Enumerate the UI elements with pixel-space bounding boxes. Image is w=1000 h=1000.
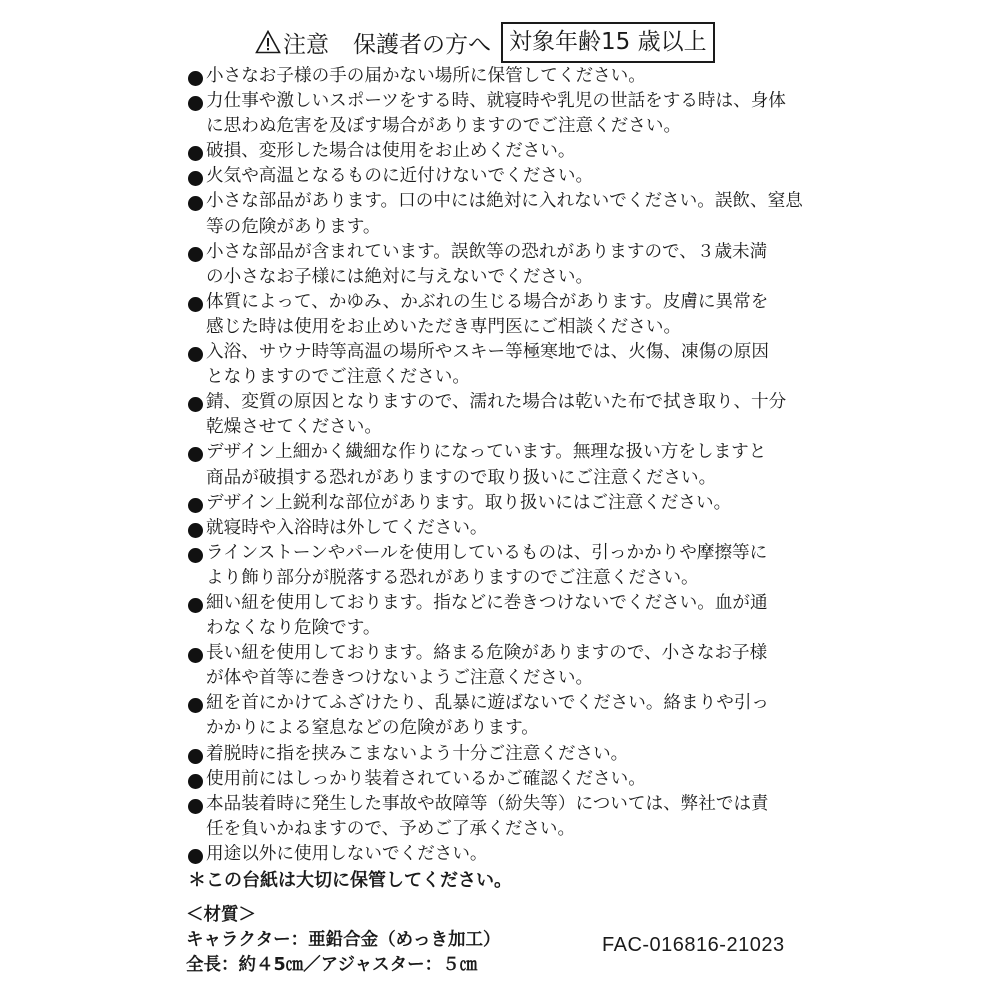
bullet-icon bbox=[188, 297, 203, 312]
caution-item-line: 等の危険があります。 bbox=[206, 216, 381, 237]
caution-header bbox=[255, 20, 715, 64]
caution-item-line: の小さなお子様には絶対に与えないでください。 bbox=[206, 266, 594, 287]
age-target-badge: 対象年齢15 歳以上 bbox=[501, 22, 715, 63]
caution-item bbox=[188, 390, 828, 440]
bullet-icon bbox=[188, 698, 203, 713]
caution-item bbox=[188, 641, 828, 691]
caution-label bbox=[255, 26, 329, 59]
bullet-icon bbox=[188, 347, 203, 362]
caution-item-line: わなくなり危険です。 bbox=[206, 618, 381, 639]
bullet-icon bbox=[188, 171, 203, 186]
caution-item-line: 長い紐を使用しております。絡まる危険がありますので、小さなお子様 bbox=[206, 643, 768, 664]
bullet-icon bbox=[188, 523, 203, 538]
caution-item-line: 乾燥させてください。 bbox=[206, 417, 382, 438]
caution-item-line: 小さな部品があります。口の中には絶対に入れないでください。誤飲、窒息 bbox=[206, 191, 803, 212]
bullet-icon bbox=[188, 498, 203, 513]
caution-item-line: より飾り部分が脱落する恐れがありますのでご注意ください。 bbox=[206, 567, 699, 588]
caution-item-line: 体質によって、かゆみ、かぶれの生じる場合があります。皮膚に異常を bbox=[206, 291, 769, 312]
material-section bbox=[186, 903, 500, 978]
caution-item bbox=[188, 742, 828, 767]
caution-item bbox=[188, 139, 828, 164]
caution-item-line: 火気や高温となるものに近付けないでください。 bbox=[206, 166, 594, 187]
caution-item bbox=[188, 440, 828, 490]
product-code: FAC-016816-21023 bbox=[602, 934, 785, 956]
to-guardians-text: 保護者の方へ bbox=[353, 31, 491, 58]
caution-item-line: 本品装着時に発生した事故や故障等（紛失等）については、弊社では責 bbox=[206, 793, 769, 814]
caution-item-line: 入浴、サウナ時等高温の場所やスキー等極寒地では、火傷、凍傷の原因 bbox=[206, 342, 770, 363]
caution-item bbox=[188, 842, 828, 867]
caution-item bbox=[188, 767, 828, 792]
caution-item bbox=[188, 516, 828, 541]
caution-item-line: 小さなお子様の手の届かない場所に保管してください。 bbox=[206, 66, 646, 86]
bullet-icon bbox=[188, 749, 203, 764]
caution-item-line: 破損、変形した場合は使用をお止めください。 bbox=[206, 141, 576, 162]
caution-item-line: となりますのでご注意ください。 bbox=[206, 367, 470, 388]
caution-item bbox=[188, 189, 828, 239]
bullet-icon bbox=[188, 247, 203, 262]
caution-item-line: 商品が破損する恐れがありますので取り扱いにご注意ください。 bbox=[206, 467, 717, 488]
caution-list bbox=[188, 64, 828, 867]
caution-item-line: 使用前にはしっかり装着されているかご確認ください。 bbox=[206, 768, 646, 789]
warning-triangle-icon bbox=[255, 30, 281, 54]
caution-item bbox=[188, 691, 828, 741]
caution-item-line: 力仕事や激しいスポーツをする時、就寝時や乳児の世話をする時は、身体 bbox=[206, 91, 786, 112]
bullet-icon bbox=[188, 71, 203, 86]
caution-item bbox=[188, 290, 828, 340]
caution-item bbox=[188, 64, 828, 89]
bullet-icon bbox=[188, 397, 203, 412]
caution-item-line: デザイン上細かく繊細な作りになっています。無理な扱い方をしますと bbox=[206, 442, 767, 463]
bullet-icon bbox=[188, 447, 203, 462]
caution-item-line: かかりによる窒息などの危険があります。 bbox=[206, 718, 539, 739]
caution-item-line: 用途以外に使用しないでください。 bbox=[206, 843, 488, 864]
bullet-icon bbox=[188, 799, 203, 814]
caution-item-line: 感じた時は使用をお止めいただき専門医にご相談ください。 bbox=[206, 316, 682, 337]
caution-item-line: 着脱時に指を挟みこまないよう十分ご注意ください。 bbox=[206, 743, 629, 764]
caution-item-line: 細い紐を使用しております。指などに巻きつけないでください。血が通 bbox=[206, 592, 768, 613]
material-length: 全長：約４5㎝／アジャスター：５㎝ bbox=[186, 955, 478, 975]
bullet-icon bbox=[188, 648, 203, 663]
bullet-icon bbox=[188, 196, 203, 211]
caution-item bbox=[188, 541, 828, 591]
material-heading: ＜材質＞ bbox=[186, 905, 256, 925]
keep-card-footnote: ＊この台紙は大切に保管してください。 bbox=[188, 870, 512, 891]
caution-item bbox=[188, 164, 828, 189]
caution-item-line: 紐を首にかけてふざけたり、乱暴に遊ばないでください。絡まりや引っ bbox=[206, 693, 770, 714]
caution-item bbox=[188, 240, 828, 290]
bullet-icon bbox=[188, 774, 203, 789]
bullet-icon bbox=[188, 849, 203, 864]
caution-item-line: 任を負いかねますので、予めご了承ください。 bbox=[206, 818, 576, 839]
caution-item bbox=[188, 340, 828, 390]
caution-text: 注意 bbox=[283, 31, 329, 58]
caution-item-line: に思わぬ危害を及ぼす場合がありますのでご注意ください。 bbox=[206, 116, 682, 137]
caution-item bbox=[188, 491, 828, 516]
bullet-icon bbox=[188, 548, 203, 563]
caution-item-line: デザイン上鋭利な部位があります。取り扱いにはご注意ください。 bbox=[206, 492, 732, 513]
bullet-icon bbox=[188, 598, 203, 613]
caution-item-line: 小さな部品が含まれています。誤飲等の恐れがありますので、３歳未満 bbox=[206, 241, 768, 262]
caution-item-line: 就寝時や入浴時は外してください。 bbox=[206, 517, 488, 538]
caution-item-line: が体や首等に巻きつけないようご注意ください。 bbox=[206, 668, 594, 689]
caution-item bbox=[188, 89, 828, 139]
material-character: キャラクター：亜鉛合金（めっき加工） bbox=[186, 930, 501, 950]
caution-item-line: 錆、変質の原因となりますので、濡れた場合は乾いた布で拭き取り、十分 bbox=[206, 392, 787, 413]
caution-item bbox=[188, 792, 828, 842]
bullet-icon bbox=[188, 96, 203, 111]
caution-item bbox=[188, 591, 828, 641]
bullet-icon bbox=[188, 146, 203, 161]
caution-item-line: ラインストーンやパールを使用しているものは、引っかかりや摩擦等に bbox=[206, 542, 768, 563]
